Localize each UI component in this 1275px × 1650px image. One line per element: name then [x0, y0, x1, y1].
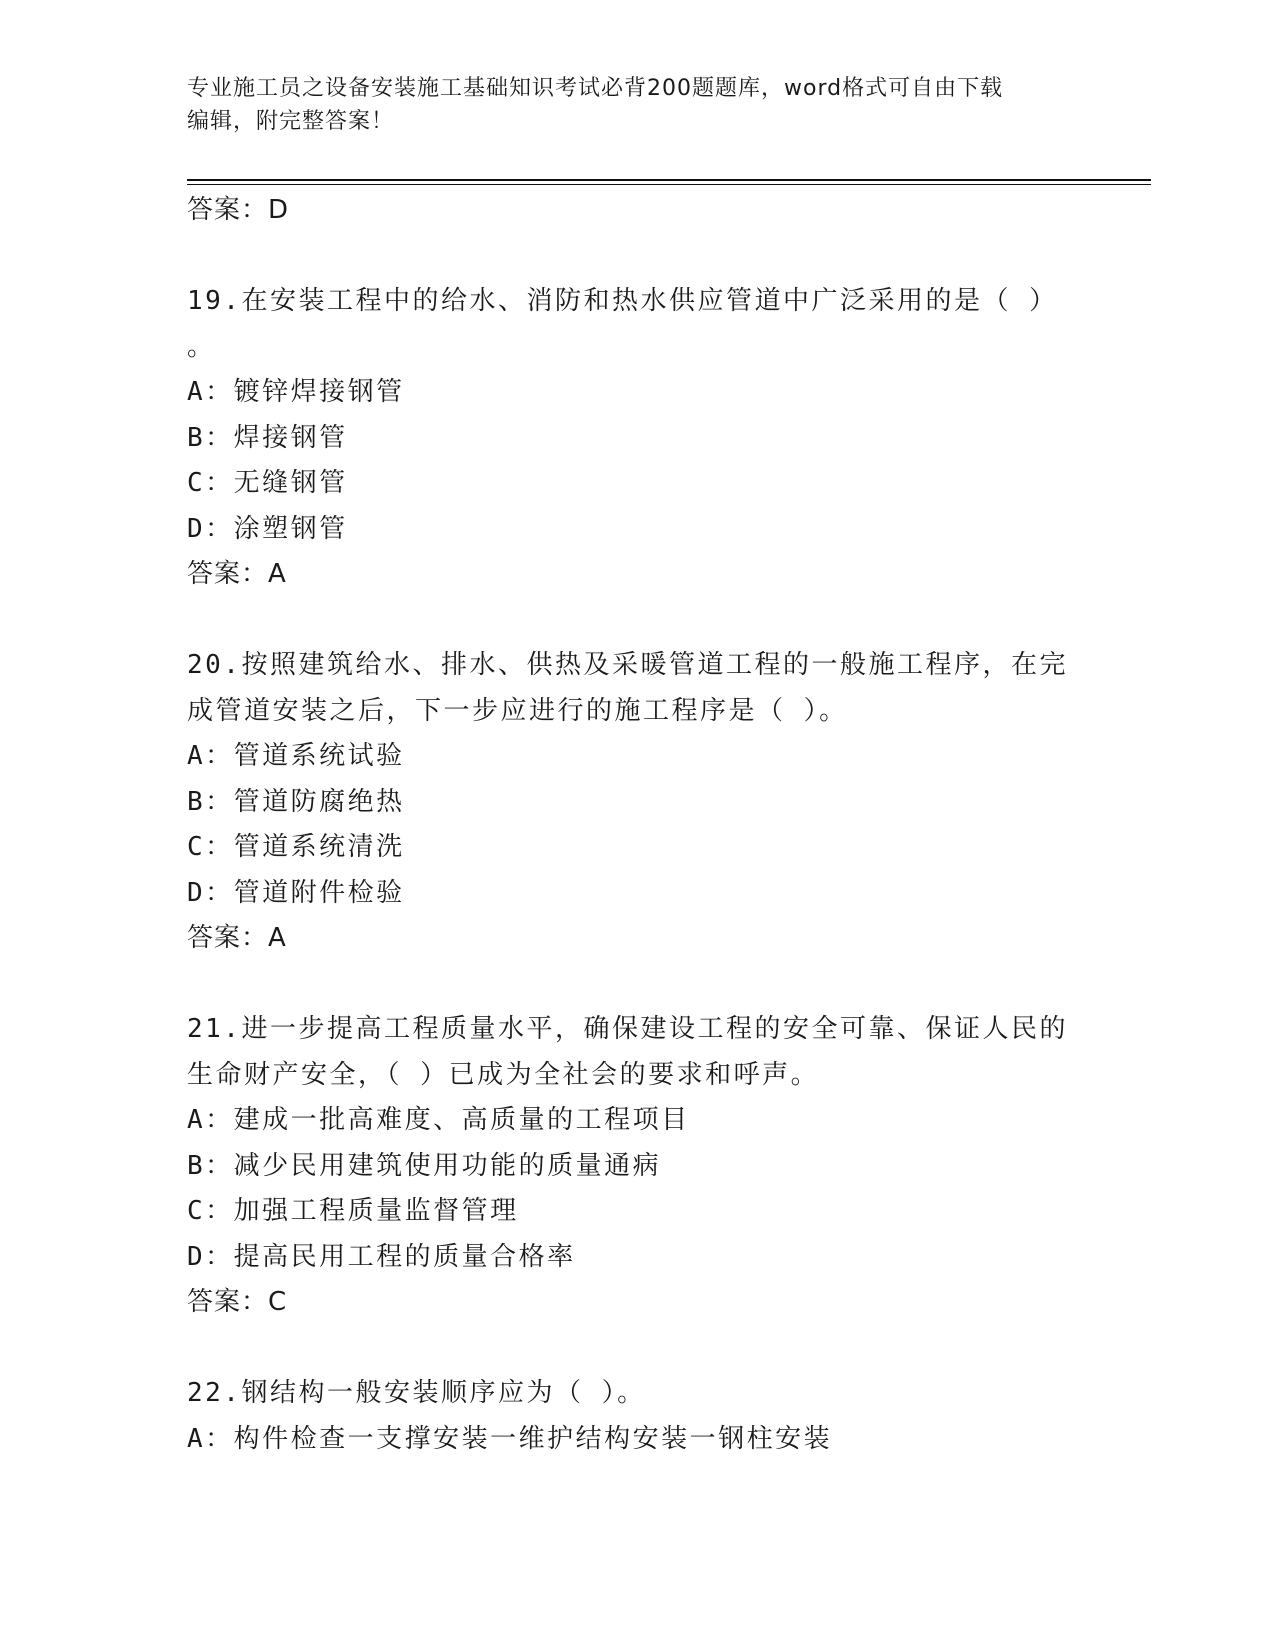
- question-stem-line: 22.钢结构一般安装顺序应为（ ）。: [187, 1378, 646, 1408]
- option-b: B：焊接钢管: [187, 422, 348, 453]
- spacer: [187, 1326, 1087, 1372]
- header-title-line-2: 编辑，附完整答案！: [187, 109, 395, 134]
- question-stem-line: 生命财产安全，（ ）已成为全社会的要求和呼声。: [187, 1059, 820, 1090]
- question-list: [187, 188, 1087, 1462]
- option-c: C：管道系统清洗: [187, 832, 405, 862]
- option-c: C：加强工程质量监督管理: [187, 1196, 519, 1226]
- question-stem-line: 21.进一步提高工程质量水平，确保建设工程的安全可靠、保证人民的: [187, 1014, 1068, 1044]
- option-d: D：提高民用工程的质量合格率: [187, 1241, 576, 1272]
- option-d: D：涂塑钢管: [187, 513, 348, 544]
- option-a: A：建成一批高难度、高质量的工程项目: [187, 1105, 690, 1135]
- question-21: [187, 1007, 1087, 1326]
- header-title-line-1: 专业施工员之设备安装施工基础知识考试必背200题题库，word格式可自由下载: [187, 76, 1004, 101]
- header-divider-top: [187, 179, 1151, 181]
- answer: 答案：C: [187, 1287, 288, 1317]
- document-header: [187, 72, 1087, 138]
- option-b: B：减少民用建筑使用功能的质量通病: [187, 1150, 662, 1181]
- question-22: [187, 1371, 1087, 1462]
- option-a: A：镀锌焊接钢管: [187, 377, 405, 407]
- question-stem-line: 20.按照建筑给水、排水、供热及采暖管道工程的一般施工程序，在完: [187, 650, 1068, 680]
- spacer: [187, 962, 1087, 1008]
- question-20: [187, 643, 1087, 962]
- header-divider-bottom: [187, 184, 1151, 185]
- answer: 答案：A: [187, 559, 287, 589]
- spacer: [187, 234, 1087, 280]
- question-19: [187, 279, 1087, 598]
- previous-answer: 答案：D: [187, 195, 290, 225]
- question-stem-line: 。: [187, 331, 216, 362]
- spacer: [187, 598, 1087, 644]
- answer: 答案：A: [187, 923, 287, 953]
- question-stem-line: 19.在安装工程中的给水、消防和热水供应管道中广泛采用的是（ ）: [187, 286, 1058, 316]
- option-c: C：无缝钢管: [187, 468, 348, 498]
- option-b: B：管道防腐绝热: [187, 786, 405, 817]
- option-a: A：管道系统试验: [187, 741, 405, 771]
- option-d: D：管道附件检验: [187, 877, 405, 908]
- question-stem-line: 成管道安装之后，下一步应进行的施工程序是（ ）。: [187, 695, 848, 726]
- option-a: A：构件检查一支撑安装一维护结构安装一钢柱安装: [187, 1423, 833, 1454]
